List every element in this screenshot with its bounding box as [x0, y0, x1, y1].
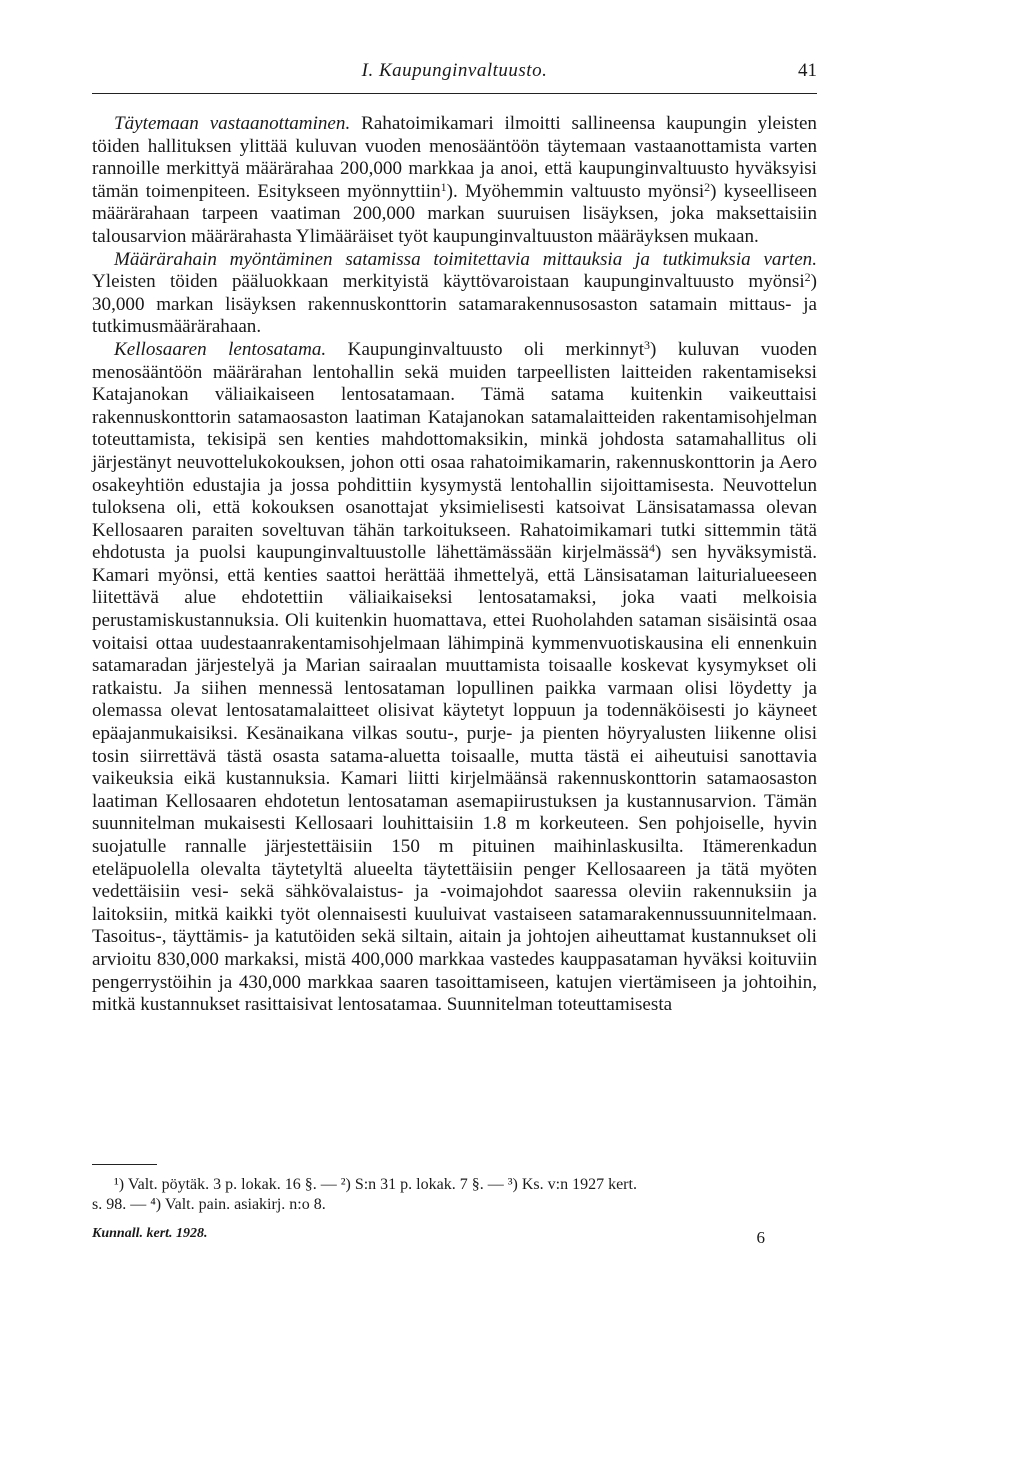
- paragraph-text: ). Myöhemmin valtuusto myönsi: [446, 180, 705, 202]
- footnote-ref: 3: [644, 337, 651, 352]
- paragraph-text: ) kuluvan vuoden menosääntöön määrärahan lentohallin sekä muiden tarpeellisten laitteiden rakentamiseksi Katajanokan väliaikaiseen lentosatamaan. Tämä satama kuitenkin vaikeuttaisi rakennuskonttorin satamaosaston laatiman Katajanokan satamalaitteiden rakentamisohjelman toteuttamista, tekisipä sen kenties mahdottomaksikin, minkä johdosta satamahallitus oli järjestänyt neuvottelukokouksen, johon otti osaa rahatoimikamarin, rakennuskonttorin ja Aero osakeyhtiön edustajia ja jossa pohdittiin kysymystä lentohallin sijoittamisesta. Neuvottelun tuloksena oli, että kokouksen osanottajat yksimielisesti katsoivat Länsisatamassa olevan Kellosaaren paraiten soveltuvan tähän tarkoitukseen. Rahatoimikamari tutki sittemmin tätä ehdotusta ja puolsi kaupunginvaltuustolle lähettämässään kirjelmässä: [92, 338, 818, 564]
- running-header: [92, 60, 817, 88]
- footnote-ref: 2: [804, 270, 811, 285]
- page-number: 41: [798, 60, 817, 81]
- section-heading: Määrärahain myöntäminen satamissa toimitettavia mittauksia ja tutkimuksia varten.: [114, 248, 817, 270]
- header-rule: [92, 93, 817, 94]
- footnote-line: s. 98. — ⁴) Valt. pain. asiakirj. n:o 8.: [92, 1196, 326, 1213]
- footnote-ref: 4: [648, 541, 655, 556]
- section-heading: Täytemaan vastaanottaminen.: [114, 113, 351, 134]
- footnote-ref: 2: [704, 179, 711, 194]
- paragraph-maararahain: [92, 249, 817, 339]
- signature-number: 6: [756, 1228, 765, 1247]
- footnotes: [92, 1175, 817, 1215]
- paragraph-text: ) kyseelliseen määrärahaan tarpeen vaatiman 200,000 markan suuruisen lisäyksen, joka maksettaisiin talousarvion määrärahasta Ylimääräiset työt kaupunginvaltuuston määräyksen mukaan.: [92, 180, 818, 247]
- footnote-ref: 1: [440, 179, 447, 194]
- printer-signature: Kunnall. kert. 1928.: [92, 1226, 208, 1241]
- paragraph-text: Rahatoimikamari ilmoitti sallineensa kaupungin yleisten töiden hallituksen ylittää kuluvan vuoden menosääntöön täytemaan vastaanottamista varten rannoille merkittyä määrärahaa 200,000 markkaa ja anoi, että kaupunginvaltuusto hyväksyisi tämän toimenpiteen. Esitykseen myönnyttiin: [92, 113, 817, 202]
- footnote-rule: [92, 1164, 157, 1165]
- paragraph-text: ) 30,000 markan lisäyksen rakennuskonttorin satamarakennusosaston satamain mittaus- ja tutkimusmäärärahaan.: [92, 271, 817, 338]
- paragraph-taytemaan: [92, 113, 817, 249]
- footnote-line: ¹) Valt. pöytäk. 3 p. lokak. 16 §. — ²) S:n 31 p. lokak. 7 §. — ³) Ks. v:n 1927 kert.: [114, 1176, 637, 1193]
- paragraph-text: ) sen hyväksymistä. Kamari myönsi, että kenties saattoi herättää ihmettelyä, että Länsisataman laiturialueeseen liitettävä alue ehdotettiin väliaikaiseksi lentosatamaksi, joka vaati melkoisia perustamiskustannuksia. Oli kuitenkin huomattava, ettei Ruoholahden sataman sisäisintä osaa voitaisi ottaa uudestaanrakentamisohjelmaan lähimpinä kymmenvuotiskausina eli ennenkuin satamaradan järjestelyä ja Marian sairaalan muuttamista toisaalle koskevat kysymykset oli ratkaistu. Ja siihen mennessä lentosataman lopullinen paikka varmaan olisi löydetty ja olemassa olevat lentosatamalaitteet olisivat käytetyt loppuun ja todennäköisesti jo käyneet epäajanmukaisiksi. Kesänaikana vilkas soutu-, purje- ja pienten höyryalusten liikenne olisi tosin siirrettävä tästä osasta satama-aluetta toisaalle, mutta tästä ei aiheutuisi sanottavia vaikeuksia eikä kustannuksia. Kamari liitti kirjelmäänsä rakennuskonttorin satamaosaston laatiman Kellosaaren ehdotetun lentosataman asemapiirustuksen ja kustannusarvion. Tämän suunnitelman mukaisesti Kellosaari louhittaisiin 1.8 m korkeuteen. Sen pohjoiselle, hyvin suojatulle rannalle järjestettäisiin 150 m pituinen maihinlaskusilta. Itämerenkadun eteläpuolella olevalta täytetyltä alueelta täytettäisiin penger Kellosaareen ja tätä myöten vedettäisiin vesi- sekä sähkövalaistus- ja -voimajohdot saaressa oleviin rakennuksiin ja laitoksiin, mitkä kaikki työt olennaisesti kuuluivat vastaiseen satamarakennussuunnitelmaan. Tasoitus-, täyttämis- ja katutöiden sekä siltain, aitain ja johtojen aiheuttamat kustannukset oli arvioitu 830,000 markaksi, mistä 400,000 markkaa vastedes kauppasataman hyväksi koituviin pengerrystöihin ja 430,000 markkaa saaren tasoittamiseen, katujen viertämiseen ja johtoihin, mitkä kustannukset rasittaisivat lentosatamaa. Suunnitelman toteuttamisesta: [92, 542, 817, 1016]
- header-title: I. Kaupunginvaltuusto.: [361, 60, 548, 81]
- section-heading: Kellosaaren lentosatama.: [114, 338, 327, 360]
- body-text: [92, 113, 817, 1017]
- paragraph-text: Yleisten töiden pääluokkaan merkityistä käyttövaroistaan kaupunginvaltuusto myönsi: [92, 271, 805, 293]
- document-page: [92, 0, 817, 1483]
- paragraph-kellosaari: [92, 339, 817, 1017]
- page-footer: [92, 1222, 817, 1246]
- paragraph-text: Kaupunginvaltuusto oli merkinnyt: [347, 338, 645, 360]
